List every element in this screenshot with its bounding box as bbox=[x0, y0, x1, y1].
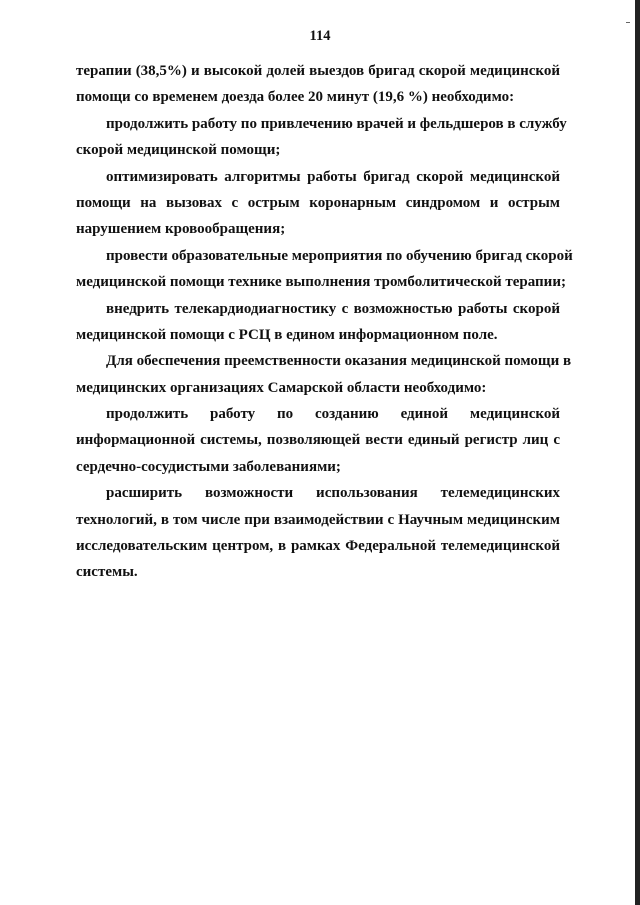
text-line: исследовательским центром, в рамках Федеральной телемедицинской bbox=[76, 538, 560, 555]
paragraph bbox=[76, 58, 560, 111]
page-number: 114 bbox=[309, 28, 331, 44]
text-line: Для обеспечения преемственности оказания медицинской помощи в bbox=[106, 353, 572, 370]
text-line: скорой медицинской помощи; bbox=[76, 142, 281, 159]
paragraph bbox=[76, 401, 560, 480]
text-line: медицинской помощи технике выполнения тромболитической терапии; bbox=[76, 274, 566, 291]
text-line: продолжить работу по привлечению врачей и фельдшеров в службу bbox=[106, 115, 567, 132]
text-line: продолжить работу по созданию единой медицинской bbox=[106, 406, 560, 423]
text-line: медицинской помощи с РСЦ в едином информационном поле. bbox=[76, 326, 498, 343]
text-line: медицинских организациях Самарской области необходимо: bbox=[76, 379, 487, 396]
text-line: расширить возможности использования телемедицинских bbox=[106, 485, 560, 502]
document-body bbox=[76, 58, 573, 586]
text-line: нарушением кровообращения; bbox=[76, 221, 286, 238]
paragraph bbox=[76, 480, 560, 586]
text-line: информационной системы, позволяющей вести единый регистр лиц с bbox=[76, 432, 560, 449]
text-line: помощи на вызовах с острым коронарным синдромом и острым bbox=[76, 194, 560, 211]
paragraph bbox=[76, 111, 567, 164]
text-line: помощи со временем доезда более 20 минут (19,6 %) необходимо: bbox=[76, 89, 515, 106]
scan-edge bbox=[635, 0, 640, 905]
text-line: технологий, в том числе при взаимодействии с Научным медицинским bbox=[76, 511, 560, 528]
text-line: провести образовательные мероприятия по обучению бригад скорой bbox=[106, 247, 573, 264]
text-line: сердечно-сосудистыми заболеваниями; bbox=[76, 458, 341, 475]
text-line: терапии (38,5%) и высокой долей выездов бригад скорой медицинской bbox=[76, 63, 560, 79]
paragraph bbox=[76, 296, 560, 349]
paragraph bbox=[76, 164, 560, 243]
paragraph bbox=[76, 243, 573, 296]
text-line: системы. bbox=[76, 564, 138, 581]
text-line: оптимизировать алгоритмы работы бригад скорой медицинской bbox=[106, 168, 560, 185]
text-line: внедрить телекардиодиагностику с возможностью работы скорой bbox=[106, 300, 560, 317]
paragraph bbox=[76, 348, 572, 401]
scan-mark bbox=[626, 22, 630, 23]
